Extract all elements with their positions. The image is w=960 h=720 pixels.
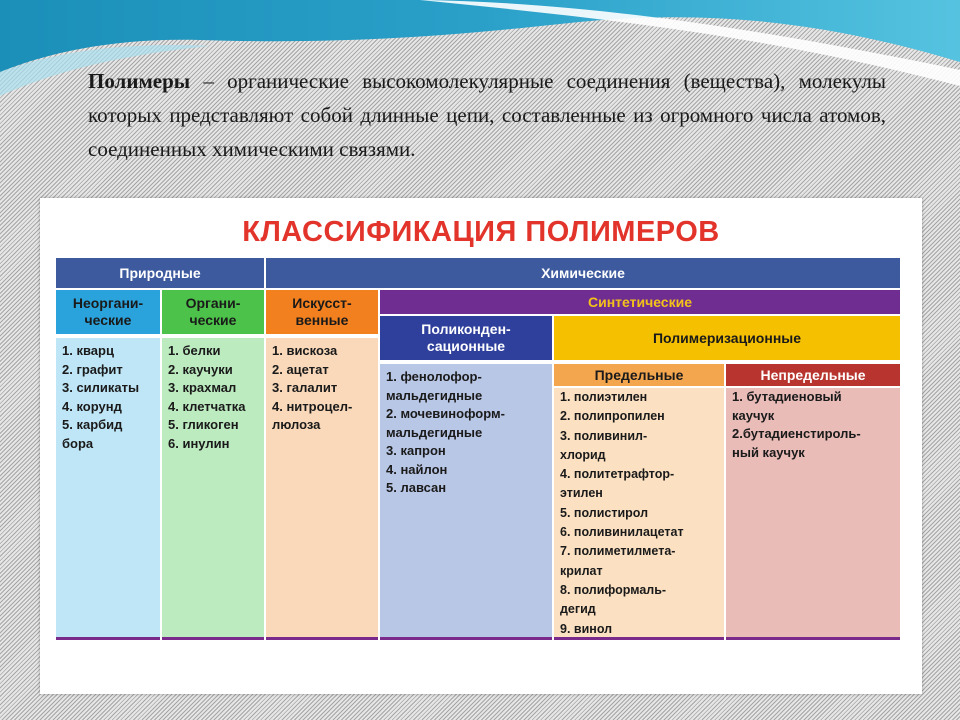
header-inorganic: [56, 290, 160, 334]
header-organic: [162, 290, 264, 334]
definition-term: Полимеры: [88, 69, 191, 93]
header-artificial: [266, 290, 378, 334]
header-polycondensation: [380, 316, 552, 360]
column-organic: 1. белки 2. каучуки 3. крахмал 4. клетчатка 5. гликоген 6. инулин: [162, 338, 264, 640]
header-polymerization-label: Полимеризационные: [652, 329, 802, 346]
header-natural: [56, 258, 264, 288]
column-artificial: 1. вискоза 2. ацетат 3. галалит 4. нитроцел- люлоза: [266, 338, 378, 640]
header-saturated: [554, 364, 724, 386]
table-title: КЛАССИФИКАЦИЯ ПОЛИМЕРОВ: [242, 216, 720, 248]
column-polycondensation: 1. фенолофор- мальдегидные 2. мочевиноформ- мальдегидные 3. капрон 4. найлон 5. лавсан: [380, 364, 552, 640]
header-chemical-label: Химические: [541, 264, 625, 281]
column-saturated: 1. полиэтилен 2. полипропилен 3. поливинил- хлорид 4. политетрафтор- этилен 5. полистирол 6. поливинилацетат 7. полиметилмета- крилат 8. полиформаль- дегид 9. винол: [554, 388, 724, 640]
header-saturated-label: Предельные: [594, 366, 684, 383]
definition-paragraph: [88, 64, 886, 166]
header-unsaturated: [726, 364, 900, 386]
header-synthetic: [380, 290, 900, 314]
header-artificial-label: Искусст- венные: [292, 295, 352, 328]
header-synthetic-label: Синтетические: [587, 293, 692, 310]
column-inorganic: 1. кварц 2. графит 3. силикаты 4. корунд 5. карбид бора: [56, 338, 160, 640]
header-unsaturated-label: Непредельные: [760, 366, 866, 383]
header-natural-label: Природные: [119, 264, 201, 281]
definition-text: – органические высокомолекулярные соединения (вещества), молекулы которых представляют собой длинные цепи, составленные из огромного числа атомов, соединенных химическими связями.: [88, 69, 886, 161]
header-organic-label: Органи- ческие: [185, 295, 241, 328]
header-polymerization: [554, 316, 900, 360]
classification-table: [40, 198, 922, 694]
header-polycondensation-label: Поликонден- сационные: [421, 321, 511, 354]
header-chemical: [266, 258, 900, 288]
column-unsaturated: 1. бутадиеновый каучук 2.бутадиенстироль- ный каучук: [726, 388, 900, 640]
header-inorganic-label: Неоргани- ческие: [72, 295, 144, 328]
